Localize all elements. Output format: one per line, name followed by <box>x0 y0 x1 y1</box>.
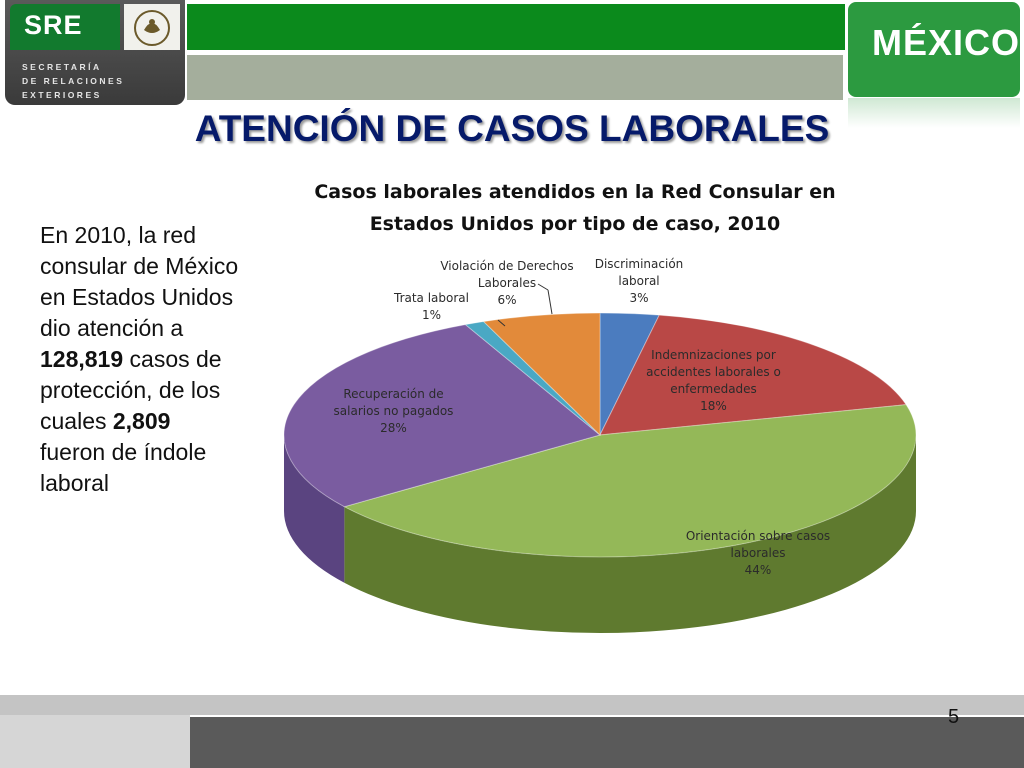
summary-text-part: casos de protección, de los cuales <box>40 346 222 434</box>
label-line: salarios no pagados <box>333 404 454 418</box>
label-line: laboral <box>618 274 660 288</box>
label-value: 1% <box>421 308 442 322</box>
summary-text-part: En 2010, la red consular de México en Estados Unidos dio atención a <box>40 222 239 341</box>
footer-dark-bar <box>190 717 1024 768</box>
label-value: 3% <box>629 291 649 305</box>
label-value: 6% <box>497 293 517 307</box>
label-orientacion <box>678 528 838 579</box>
sre-subtitle-line: EXTERIORES <box>22 90 102 100</box>
mexico-logo-text: MÉXICO <box>872 22 1021 63</box>
label-line: laborales <box>730 546 786 560</box>
label-line: Trata laboral <box>394 291 469 305</box>
footer-left-block <box>0 715 190 768</box>
sre-subtitle-line: SECRETARÍA <box>22 62 102 72</box>
label-value: 28% <box>380 421 407 435</box>
label-line: Discriminación <box>594 257 684 271</box>
label-line: accidentes laborales o <box>646 365 781 379</box>
slide-title: ATENCIÓN DE CASOS LABORALES <box>194 108 830 149</box>
label-violacion <box>432 258 582 309</box>
summary-text-part: fueron de índole laboral <box>40 439 207 496</box>
label-line: Indemnizaciones por <box>651 348 776 362</box>
label-recuperacion <box>326 386 461 437</box>
label-line: Laborales <box>477 276 537 290</box>
footer-light-bar <box>0 695 1024 715</box>
label-value: 44% <box>744 563 772 577</box>
sre-subtitle-line: DE RELACIONES <box>22 76 125 86</box>
chart-title: Casos laborales atendidos en la Red Consular en Estados Unidos por tipo de caso, 2010 <box>314 181 836 235</box>
label-indemnizaciones <box>636 347 791 415</box>
total-cases-value: 128,819 <box>40 346 124 372</box>
page-number: 5 <box>948 706 960 728</box>
label-line: Recuperación de <box>343 387 444 401</box>
label-line: enfermedades <box>670 382 757 396</box>
label-value: 18% <box>700 399 727 413</box>
label-line: Orientación sobre casos <box>685 529 831 543</box>
sre-logo-text: SRE <box>24 10 83 40</box>
labor-cases-value: 2,809 <box>112 408 171 434</box>
label-line: Violación de Derechos <box>440 259 574 273</box>
label-discriminacion <box>584 256 694 307</box>
